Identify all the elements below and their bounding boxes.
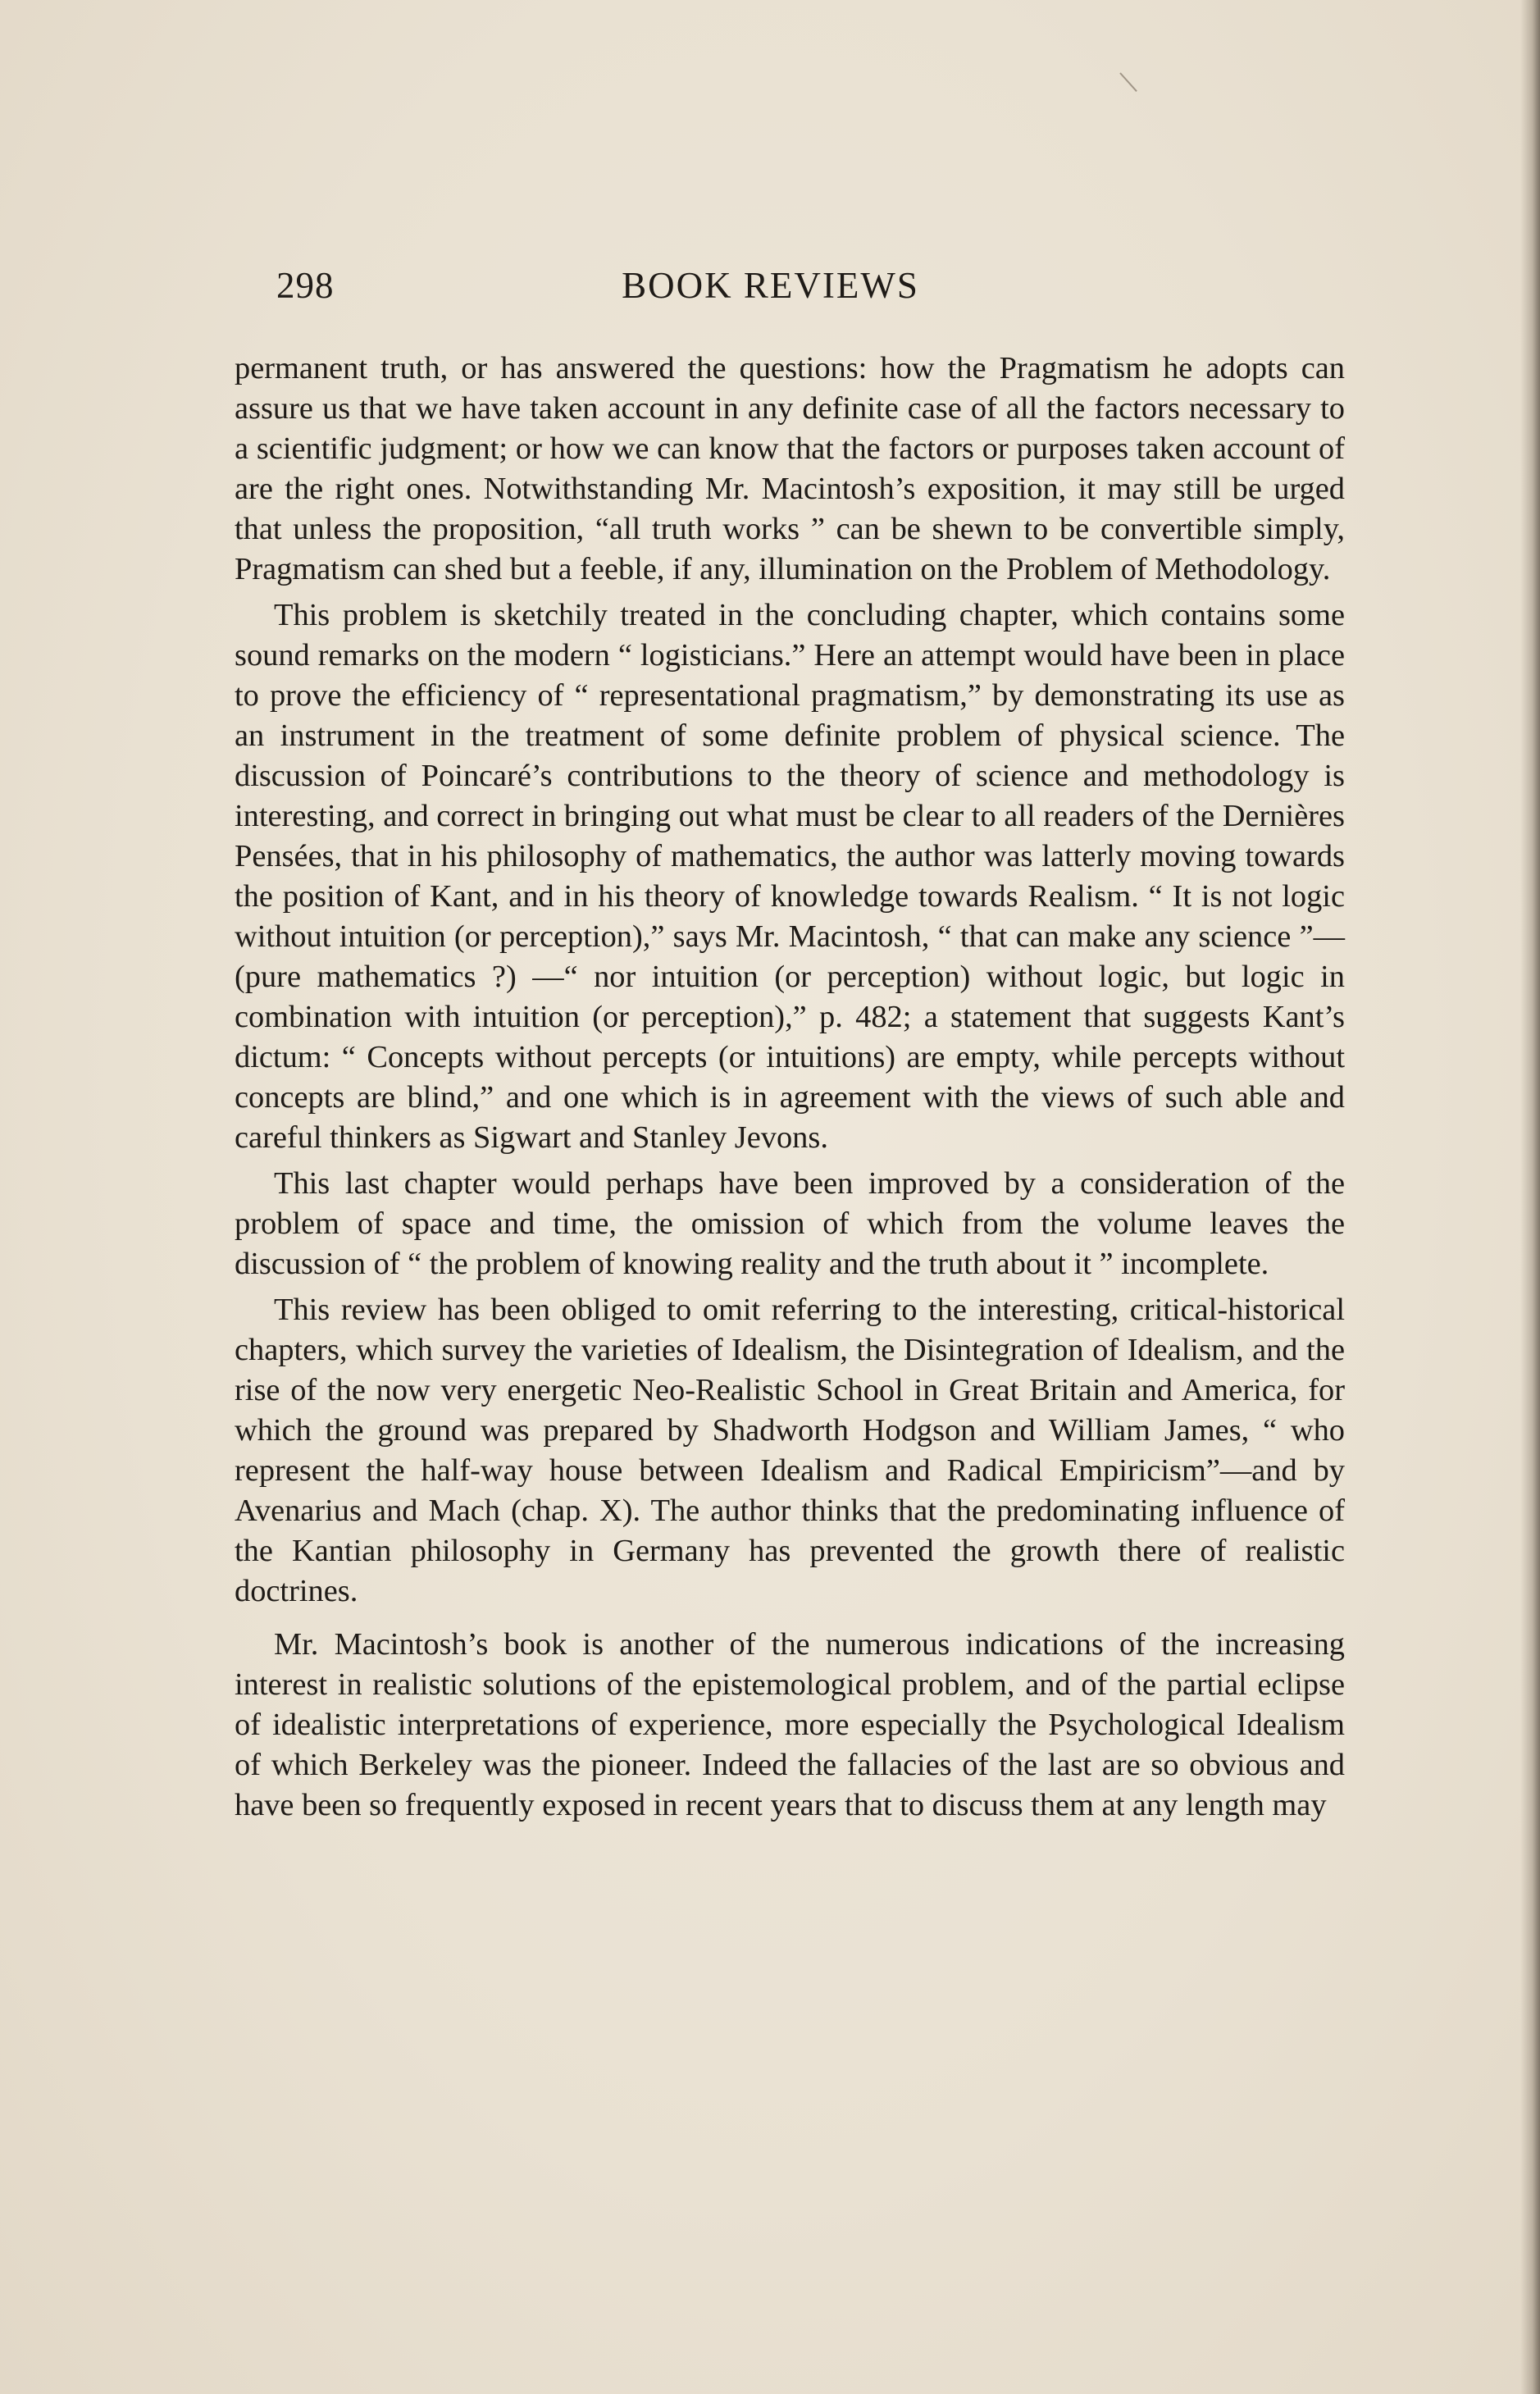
paragraph-3: This last chapter would perhaps have been improved by a consideration of the problem of space and time, the omission of which from the volume leaves the discussion of “ the problem of knowing reality and the truth about it ” incomplete.: [235, 1166, 1345, 1281]
running-head: BOOK REVIEWS: [622, 265, 919, 306]
page-header: [276, 264, 1342, 313]
page-number: 298: [276, 265, 335, 306]
book-review-text: [235, 349, 1345, 1826]
paragraph-4: This review has been obliged to omit referring to the interesting, critical-historical chapters, which survey the varieties of Idealism, the Disintegration of Idealism, and the rise of the now very energetic Neo-Realistic School in Great Britain and America, for which the ground was prepared by Shadworth Hodgson and William James, “ who represent the half-way house between Idealism and Radical Empiricism”—and by Avenarius and Mach (chap. X). The author thinks that the predominating influence of the Kantian philosophy in Germany has prevented the growth there of realistic doctrines.: [235, 1293, 1345, 1608]
paragraph-5: Mr. Macintosh’s book is another of the numerous indications of the increasing interest in realistic solutions of the epistemological problem, and of the partial eclipse of idealistic interpretations of experience, more especially the Psychological Idealism of which Berkeley was the pioneer. Indeed the fallacies of the last are so obvious and have been so frequently exposed in recent years that to discuss them at any length may: [235, 1627, 1345, 1822]
paragraph-2: This problem is sketchily treated in the concluding chapter, which contains some sound remarks on the modern “ logisticians.” Here an attempt would have been in place to prove the efficiency of “ representational pragmatism,” by demonstrating its use as an instrument in the treatment of some definite problem of physical science. The discussion of Poincaré’s contributions to the theory of science and methodology is interesting, and correct in bringing out what must be clear to all readers of the Dernières Pensées, that in his philosophy of mathematics, the author was latterly moving towards the position of Kant, and in his theory of knowledge towards Realism. “ It is not logic without intuition (or perception),” says Mr. Macintosh, “ that can make any science ”—(pure mathematics ?) —“ nor intuition (or perception) without logic, but logic in combination with intuition (or perception),” p. 482; a statement that suggests Kant’s dictum: “ Concepts without percepts (or intuitions) are empty, while percepts without concepts are blind,” and one which is in agreement with the views of such able and careful thinkers as Sigwart and Stanley Jevons.: [235, 598, 1345, 1155]
page-edge-shadow: [1520, 0, 1540, 2394]
paragraph-1: permanent truth, or has answered the questions: how the Pragmatism he adopts can assure us that we have taken account in any definite case of all the factors necessary to a scientific judgment; or how we can know that the factors or purposes taken account of are the right ones. Notwithstanding Mr. Macintosh’s exposition, it may still be urged that unless the proposition, “all truth works ” can be shewn to be convertible simply, Pragmatism can shed but a feeble, if any, illumination on the Problem of Methodology.: [235, 351, 1345, 586]
